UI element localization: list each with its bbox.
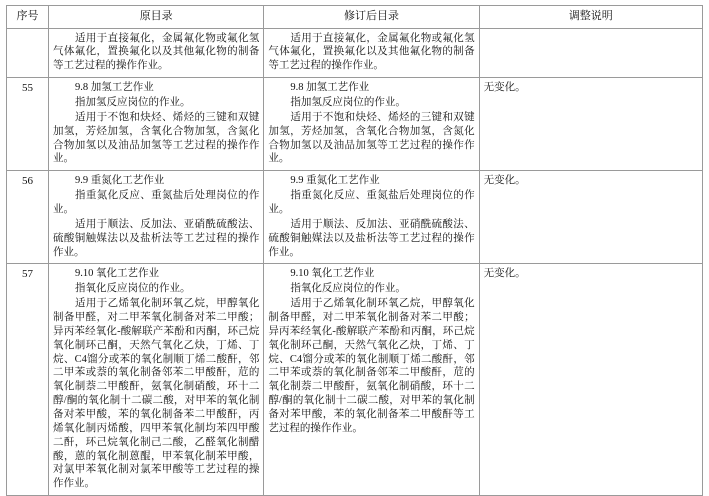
text-block: 9.8 加氢工艺作业 — [75, 82, 154, 94]
cell-revised — [264, 171, 479, 264]
text-block: 指氧化反应岗位的作业。 — [75, 283, 191, 295]
cell-seq: 57 — [7, 264, 49, 496]
text-block: 9.10 氧化工艺作业 — [75, 268, 160, 280]
cell-revised — [264, 78, 479, 171]
cell-revised — [264, 28, 479, 78]
text-block: 适用于不饱和炔烃、烯烃的三键和双键加氢，芳烃加氢，含氧化合物加氢，含氮化合物加氢以及油品加氢等工艺过程的操作作业。 — [53, 111, 260, 165]
text-block: 指重氮化反应、重氮盐后处理岗位的作业。 — [53, 190, 260, 215]
text-block: 适用于直接氟化，金属氟化物或氟化氢气体氟化，置换氟化以及其他氟化物的制备等工艺过程的操作作业。 — [268, 32, 475, 72]
text-block: 9.9 重氮化工艺作业 — [290, 175, 380, 187]
cell-seq: 56 — [7, 171, 49, 264]
cell-note: 无变化。 — [479, 171, 702, 264]
text-block: 指重氮化反应、重氮盐后处理岗位的作业。 — [268, 190, 475, 215]
column-header-revised: 修订后目录 — [264, 6, 479, 29]
cell-original — [49, 28, 264, 78]
column-header-seq: 序号 — [7, 6, 49, 29]
column-header-note: 调整说明 — [479, 6, 702, 29]
cell-note: 无变化。 — [479, 264, 702, 496]
cell-seq: 55 — [7, 78, 49, 171]
text-block: 适用于顺法、反加法、亚硝酰硫酸法、硫酸铜触媒法以及盐析法等工艺过程的操作作业。 — [268, 218, 475, 258]
cell-note — [479, 28, 702, 78]
table-row — [7, 171, 703, 264]
text-block: 适用于不饱和炔烃、烯烃的三键和双键加氢，芳烃加氢，含氧化合物加氢，含氮化合物加氢以及油品加氢等工艺过程的操作作业。 — [268, 111, 475, 165]
catalog-comparison-table — [6, 5, 703, 496]
table-row — [7, 264, 703, 496]
cell-revised — [264, 264, 479, 496]
table-header-row — [7, 6, 703, 29]
column-header-original: 原目录 — [49, 6, 264, 29]
text-block: 指氧化反应岗位的作业。 — [290, 283, 406, 295]
cell-original — [49, 78, 264, 171]
text-block: 指加氢反应岗位的作业。 — [75, 96, 191, 108]
cell-original — [49, 264, 264, 496]
cell-original — [49, 171, 264, 264]
cell-seq — [7, 28, 49, 78]
cell-note: 无变化。 — [479, 78, 702, 171]
text-block: 9.9 重氮化工艺作业 — [75, 175, 165, 187]
text-block: 适用于乙烯氧化制环氧乙烷，甲醇氧化制备甲醛，对二甲苯氧化制备对苯二甲酸；异丙苯经氧化-酸解联产苯酚和丙酮，环己烷氧化制环己酮，天然气氧化乙炔，丁烯、丁烷、C4馏分或苯的氧化制顺丁烯二酸酐，邻二甲苯或萘的氧化制备邻苯二甲酸酐，苊的氧化制萘二甲酸酐，氨氧化制硝酸，环十二醇/酮的氧化制十二碳二酸，对甲苯的氧化制备对苯甲酸，苯的氧化制备苯二甲酸酐等工艺过程的操作作业。 — [268, 298, 475, 434]
text-block: 适用于乙烯氧化制环氧乙烷，甲醇氧化制备甲醛，对二甲苯氧化制备对苯二甲酸；异丙苯经氧化-酸解联产苯酚和丙酮，环己烷氧化制环己酮，天然气氧化乙炔，丁烯、丁烷、C4馏分或苯的氧化制顺丁烯二酸酐，邻二甲苯或萘的氧化制备邻苯二甲酸酐，苊的氧化制萘二甲酸酐，氨氧化制硝酸，环十二醇/酮的氧化制十二碳二酸，对甲苯的氧化制备对苯甲酸，苯的氧化制备苯二甲酸酐，丙烯氧化制丙烯酸，四甲苯氧化制均苯四甲酸二酐，环己烷氧化制己二酸，乙醛氧化制醋酸，蒽的氧化制蒽醌，甲苯氧化制苯甲酸，对氯甲苯氧化制对氯苯甲酸等工艺过程的操作作业。 — [53, 298, 260, 490]
text-block: 适用于顺法、反加法、亚硝酰硫酸法、硫酸铜触媒法以及盐析法等工艺过程的操作作业。 — [53, 218, 260, 258]
text-block: 9.8 加氢工艺作业 — [290, 82, 370, 94]
text-block: 9.10 氧化工艺作业 — [290, 268, 375, 280]
text-block: 适用于直接氟化，金属氟化物或氟化氢气体氟化，置换氟化以及其他氟化物的制备等工艺过程的操作作业。 — [53, 32, 260, 72]
table-row — [7, 28, 703, 78]
table-row — [7, 78, 703, 171]
text-block: 指加氢反应岗位的作业。 — [290, 96, 406, 108]
